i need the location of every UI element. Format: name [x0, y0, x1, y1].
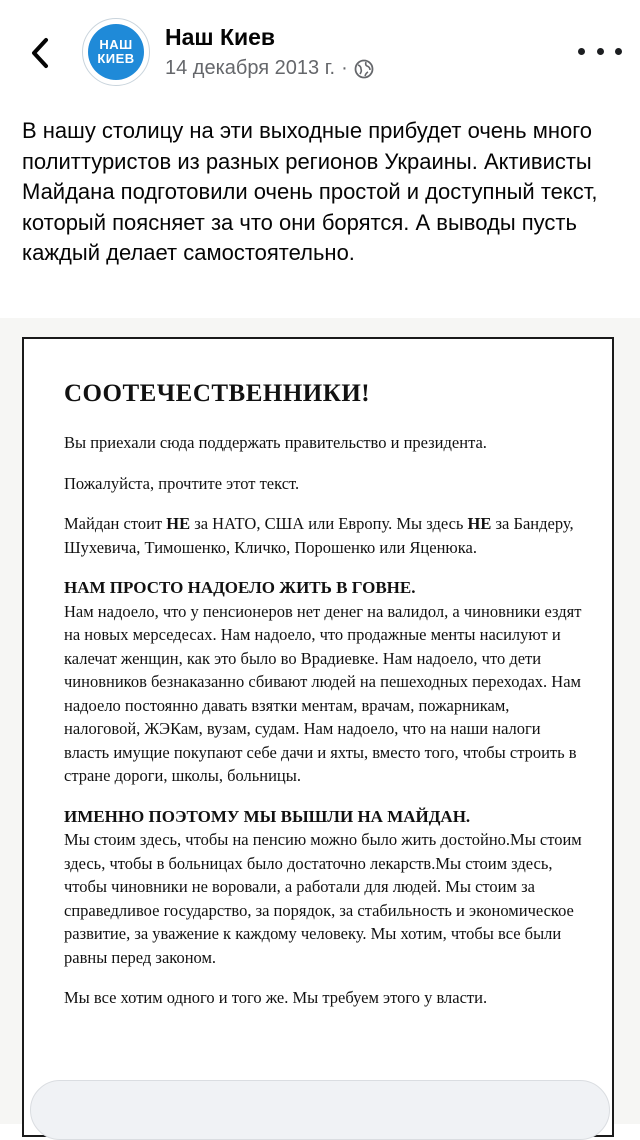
text-run: Майдан стоит	[64, 514, 167, 533]
emphasis-not: НЕ	[467, 514, 492, 533]
more-options-button[interactable]	[578, 36, 622, 66]
chevron-left-icon	[24, 34, 58, 72]
leaflet-paragraph: Нам надоело, что у пенсионеров нет денег на валидол, а чиновники ездят на новых мерседесах. Нам надоело, что продажные менты насилуют и калечат женщин, как это было во Врадиевке. Нам надоело, что дети чиновников безнаказанно сбивают людей на пешеходных переходах. Нам надоело постоянно давать взятки ментам, врачам, пожарникам, налоговой, ЖЭКам, вузам, судам. Нам надоело, что на наши налоги власть имущие покупают себе дачи и яхты, вместо того, чтобы строить в стране дороги, школы, больницы.	[64, 601, 582, 785]
leaflet-paragraph	[64, 512, 584, 559]
post-header	[0, 0, 640, 105]
leaflet-paragraph: Мы все хотим одного и того же. Мы требуем этого у власти.	[64, 988, 488, 1007]
emphasis-not: НЕ	[166, 514, 191, 533]
post-date[interactable]: 14 декабря 2013 г.	[165, 57, 336, 79]
meta-separator: ·	[341, 57, 348, 79]
leaflet-paragraph: Вы приехали сюда поддержать правительство и президента.	[64, 433, 487, 452]
avatar-line2: КИЕВ	[97, 51, 135, 66]
leaflet-heading: НАМ ПРОСТО НАДОЕЛО ЖИТЬ В ГОВНЕ.	[64, 578, 416, 597]
leaflet-paragraph: Мы стоим здесь, чтобы на пенсию можно было жить достойно.Мы стоим здесь, чтобы в больницах было достаточно лекарств.Мы стоим здесь, чтобы чиновники не воровали, а работали для людей. Мы стоим за справедливое государство, за порядок, за стабильность и экономическое развитие, за уважение к каждому человеку. Мы хотим, чтобы все были равны перед законом.	[64, 830, 582, 967]
more-dot	[597, 48, 604, 55]
avatar-logo	[88, 24, 144, 80]
comment-bar[interactable]	[30, 1080, 610, 1140]
leaflet-title: СООТЕЧЕСТВЕННИКИ!	[64, 380, 371, 407]
leaflet-heading: ИМЕННО ПОЭТОМУ МЫ ВЫШЛИ НА МАЙДАН.	[64, 806, 471, 826]
leaflet-text	[64, 379, 584, 1027]
page-name[interactable]: Наш Киев	[165, 24, 276, 50]
post-text: В нашу столицу на эти выходные прибудет очень много политтуристов из разных регионов Украины. Активисты Майдана подготовили очень простой и доступный текст, который поясняет за что они борятся. А выводы пусть каждый делает самостоятельно.	[22, 118, 598, 265]
more-dot	[615, 48, 622, 55]
leaflet-paragraph: Пожалуйста, прочтите этот текст.	[64, 473, 300, 493]
avatar-line1: НАШ	[99, 37, 133, 52]
back-button[interactable]	[24, 34, 58, 72]
post-meta	[165, 57, 374, 80]
text-run: за НАТО, США или Европу. Мы здесь	[190, 514, 468, 533]
text-run: за Бандеру, Шухевича, Тимошенко, Кличко, Порошенко или Яценюка.	[64, 514, 574, 557]
page-avatar[interactable]	[82, 18, 150, 86]
leaflet-image[interactable]	[22, 337, 614, 1137]
globe-icon	[354, 59, 374, 79]
more-dot	[578, 48, 585, 55]
